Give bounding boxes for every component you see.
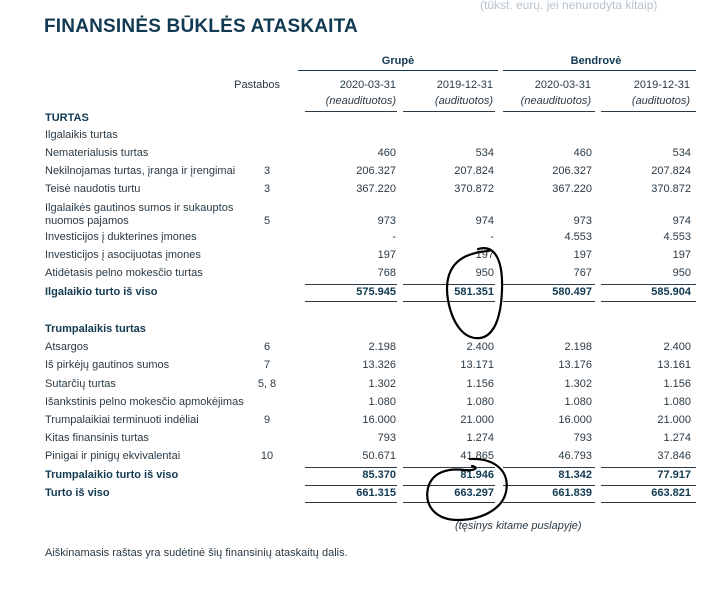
company-header-rule [503, 70, 696, 71]
row-value-col4: 663.821 [651, 487, 691, 499]
row-value-col4: 1.156 [663, 378, 691, 390]
col1-status: (neaudituotos) [325, 95, 396, 107]
row-note-ref: 3 [263, 183, 271, 195]
total-rule-bottom [403, 301, 495, 302]
row-label: Pinigai ir pinigų ekvivalentai [45, 450, 181, 462]
total-rule-top [403, 284, 495, 285]
table-row [0, 396, 727, 414]
row-note-ref: 7 [263, 359, 271, 371]
row-label: Ilgalaikės gautinos sumos ir sukauptos [45, 202, 234, 214]
total-rule-top [305, 467, 397, 468]
row-value-col2: 950 [475, 267, 494, 279]
row-value-col1: 206.327 [356, 165, 396, 177]
table-row [0, 183, 727, 201]
group-header: Grupė [381, 55, 415, 67]
row-value-col1: 973 [377, 215, 396, 227]
row-value-col1: 768 [377, 267, 396, 279]
row-label: Investicijos į asocijuotas įmones [45, 249, 201, 261]
row-value-col1: 661.315 [356, 487, 396, 499]
row-value-col4: 197 [672, 249, 691, 261]
table-row [0, 323, 727, 341]
row-note-ref: 3 [263, 165, 271, 177]
total-rule-bottom [503, 301, 595, 302]
row-value-col1: 1.080 [368, 396, 396, 408]
total-rule-top [601, 284, 696, 285]
table-row [0, 359, 727, 377]
footer-note: Aiškinamasis raštas yra sudėtinė šių finansinių ataskaitų dalis. [45, 547, 348, 559]
row-value-col2: 21.000 [460, 414, 494, 426]
table-row [0, 231, 727, 249]
row-label: Išankstinis pelno mokesčio apmokėjimas [45, 396, 244, 408]
row-value-col3: 580.497 [552, 286, 592, 298]
row-value-col4: 207.824 [651, 165, 691, 177]
col4-status: (audituotos) [631, 95, 690, 107]
group-header-rule [298, 70, 498, 71]
row-label: Nematerialusis turtas [45, 147, 149, 159]
row-note-ref: 10 [260, 450, 274, 462]
row-value-col4: 974 [672, 215, 691, 227]
row-label: Turto iš viso [45, 487, 110, 499]
row-value-col1: 793 [377, 432, 396, 444]
row-label: Nekilnojamas turtas, įranga ir įrengimai [45, 165, 236, 177]
row-value-col3: 767 [573, 267, 592, 279]
row-value-col2: 663.297 [454, 487, 494, 499]
table-row [0, 432, 727, 450]
table-row [0, 249, 727, 267]
row-note-ref: 5 [263, 215, 271, 227]
row-value-col2: 534 [475, 147, 494, 159]
row-value-col4: 370.872 [651, 183, 691, 195]
row-value-col2: 1.080 [466, 396, 494, 408]
row-value-col4: 2.400 [663, 341, 691, 353]
row-value-col3: 2.198 [564, 341, 592, 353]
page-title: FINANSINĖS BŪKLĖS ATASKAITA [44, 16, 358, 37]
row-value-col1: 16.000 [362, 414, 396, 426]
row-value-col1: 85.370 [362, 469, 396, 481]
row-value-col3: 197 [573, 249, 592, 261]
table-row [0, 450, 727, 468]
row-value-col1: 575.945 [356, 286, 396, 298]
col1-date: 2020-03-31 [339, 79, 396, 91]
total-rule-top [503, 485, 595, 486]
row-label: Atsargos [45, 341, 89, 353]
row-label: Ilgalaikis turtas [45, 129, 118, 141]
row-value-col2: 41.865 [460, 450, 494, 462]
row-value-col3: 13.176 [558, 359, 592, 371]
total-rule-top [305, 485, 397, 486]
row-label: nuomos pajamos [45, 215, 129, 227]
row-value-col1: 460 [377, 147, 396, 159]
row-value-col3: 16.000 [558, 414, 592, 426]
row-value-col3: 46.793 [558, 450, 592, 462]
col3-date: 2020-03-31 [534, 79, 591, 91]
row-value-col2: 581.351 [454, 286, 494, 298]
total-rule-bottom [503, 502, 595, 503]
row-value-col3: 81.342 [558, 469, 592, 481]
total-rule-top [601, 467, 696, 468]
total-rule-bottom [601, 502, 696, 503]
row-value-col4: 1.274 [663, 432, 691, 444]
row-value-col2: 197 [475, 249, 494, 261]
table-row [0, 414, 727, 432]
total-rule-bottom [601, 301, 696, 302]
row-value-col2: 1.274 [466, 432, 494, 444]
company-header: Bendrovė [570, 55, 622, 67]
row-value-col1: 1.302 [368, 378, 396, 390]
total-rule-top [503, 467, 595, 468]
row-value-col3: 367.220 [552, 183, 592, 195]
row-label: Iš pirkėjų gautinos sumos [45, 359, 170, 371]
row-label: Atidėtasis pelno mokesčio turtas [45, 267, 203, 279]
total-rule-top [601, 485, 696, 486]
row-value-col2: 207.824 [454, 165, 494, 177]
row-value-col4: 4.553 [663, 231, 691, 243]
row-label: Investicijos į dukterines įmones [45, 231, 197, 243]
row-value-col3: 793 [573, 432, 592, 444]
table-row [0, 112, 727, 130]
row-value-col4: 585.904 [651, 286, 691, 298]
row-value-col2: 1.156 [466, 378, 494, 390]
total-rule-bottom [305, 502, 397, 503]
row-value-col2: 2.400 [466, 341, 494, 353]
table-row [0, 147, 727, 165]
total-rule-top [305, 284, 397, 285]
row-value-col3: 460 [573, 147, 592, 159]
row-label: Trumpalaikiai terminuoti indėliai [45, 414, 199, 426]
table-row [0, 378, 727, 396]
row-value-col2: 974 [475, 215, 494, 227]
total-rule-top [503, 284, 595, 285]
row-value-col3: 973 [573, 215, 592, 227]
row-value-col4: 950 [672, 267, 691, 279]
row-label: Trumpalaikio turto iš viso [45, 469, 179, 481]
row-value-col4: 37.846 [657, 450, 691, 462]
row-label: Sutarčių turtas [45, 378, 116, 390]
table-row [0, 267, 727, 285]
row-note-ref: 5, 8 [257, 378, 277, 390]
row-value-col2: 13.171 [460, 359, 494, 371]
row-value-col3: 206.327 [552, 165, 592, 177]
row-value-col1: - [392, 231, 396, 243]
row-label: Teisė naudotis turtu [45, 183, 141, 195]
row-label: TURTAS [45, 112, 89, 124]
row-value-col1: 13.326 [362, 359, 396, 371]
row-value-col2: 370.872 [454, 183, 494, 195]
row-label: Trumpalaikis turtas [45, 323, 146, 335]
row-value-col3: 1.302 [564, 378, 592, 390]
row-value-col3: 661.839 [552, 487, 592, 499]
row-value-col4: 21.000 [657, 414, 691, 426]
row-note-ref: 9 [263, 414, 271, 426]
table-row [0, 165, 727, 183]
row-value-col4: 1.080 [663, 396, 691, 408]
total-rule-top [403, 485, 495, 486]
total-rule-top [403, 467, 495, 468]
row-value-col4: 534 [672, 147, 691, 159]
row-value-col2: - [490, 231, 494, 243]
row-value-col1: 50.671 [362, 450, 396, 462]
row-value-col1: 2.198 [368, 341, 396, 353]
row-value-col4: 13.161 [657, 359, 691, 371]
notes-header: Pastabos [234, 79, 280, 91]
total-rule-bottom [403, 502, 495, 503]
row-value-col3: 1.080 [564, 396, 592, 408]
row-label: Ilgalaikio turto iš viso [45, 286, 158, 298]
unit-note: (tūkst. eurų, jei nenurodyta kitaip) [480, 0, 658, 12]
table-row [0, 129, 727, 147]
col2-status: (audituotos) [434, 95, 493, 107]
continued-note: (tęsinys kitame puslapyje) [455, 520, 582, 532]
row-value-col2: 81.946 [460, 469, 494, 481]
col4-date: 2019-12-31 [633, 79, 690, 91]
row-note-ref: 6 [263, 341, 271, 353]
row-value-col1: 197 [377, 249, 396, 261]
row-value-col4: 77.917 [657, 469, 691, 481]
table-row [0, 341, 727, 359]
col2-date: 2019-12-31 [436, 79, 493, 91]
row-value-col1: 367.220 [356, 183, 396, 195]
row-label: Kitas finansinis turtas [45, 432, 149, 444]
col3-status: (neaudituotos) [520, 95, 591, 107]
row-value-col3: 4.553 [564, 231, 592, 243]
total-rule-bottom [305, 301, 397, 302]
